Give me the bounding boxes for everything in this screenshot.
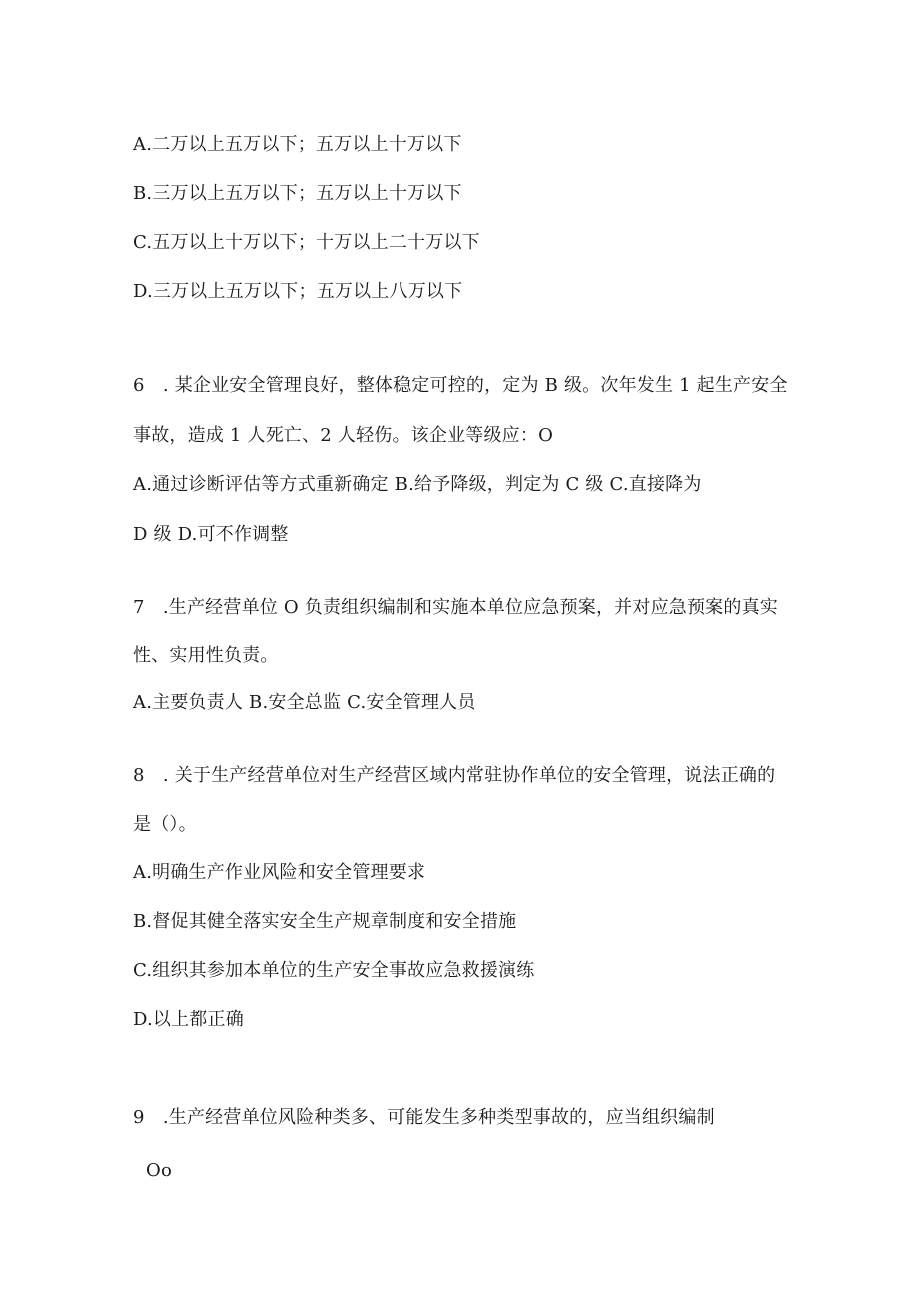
q7-stem-line1: 7 .生产经营单位 O 负责组织编制和实施本单位应急预案，并对应急预案的真实: [133, 597, 778, 618]
q7-stem-line2: 性、实用性负责。: [133, 645, 279, 666]
q5-option-b: B.三万以上五万以下；五万以上十万以下: [133, 183, 462, 204]
q5-option-c: C.五万以上十万以下；十万以上二十万以下: [133, 232, 480, 253]
q6-stem-line1: 6 . 某企业安全管理良好，整体稳定可控的，定为 B 级。次年发生 1 起生产安全: [133, 375, 788, 396]
q6-stem-line2: 事故，造成 1 人死亡、2 人轻伤。该企业等级应：O: [133, 425, 554, 446]
q9-stem-line2: Oo: [146, 1160, 172, 1181]
q5-option-a: A.二万以上五万以下；五万以上十万以下: [133, 134, 462, 155]
q5-option-d: D.三万以上五万以下；五万以上八万以下: [133, 281, 463, 302]
q8-option-b: B.督促其健全落实安全生产规章制度和安全措施: [133, 911, 517, 932]
q8-stem-line1: 8 . 关于生产经营单位对生产经营区域内常驻协作单位的安全管理，说法正确的: [133, 765, 776, 786]
q8-option-c: C.组织其参加本单位的生产安全事故应急救援演练: [133, 960, 535, 981]
q8-option-d: D.以上都正确: [133, 1009, 244, 1030]
q6-options-line2: D 级 D.可不作调整: [133, 524, 289, 545]
q8-stem-line2: 是（）。: [133, 814, 197, 835]
q8-option-a: A.明确生产作业风险和安全管理要求: [133, 862, 426, 883]
q6-options-line1: A.通过诊断评估等方式重新确定 B.给予降级，判定为 C 级 C.直接降为: [133, 474, 702, 495]
q7-options-line1: A.主要负责人 B.安全总监 C.安全管理人员: [133, 692, 476, 713]
q9-stem-line1: 9 .生产经营单位风险种类多、可能发生多种类型事故的，应当组织编制: [133, 1107, 715, 1128]
